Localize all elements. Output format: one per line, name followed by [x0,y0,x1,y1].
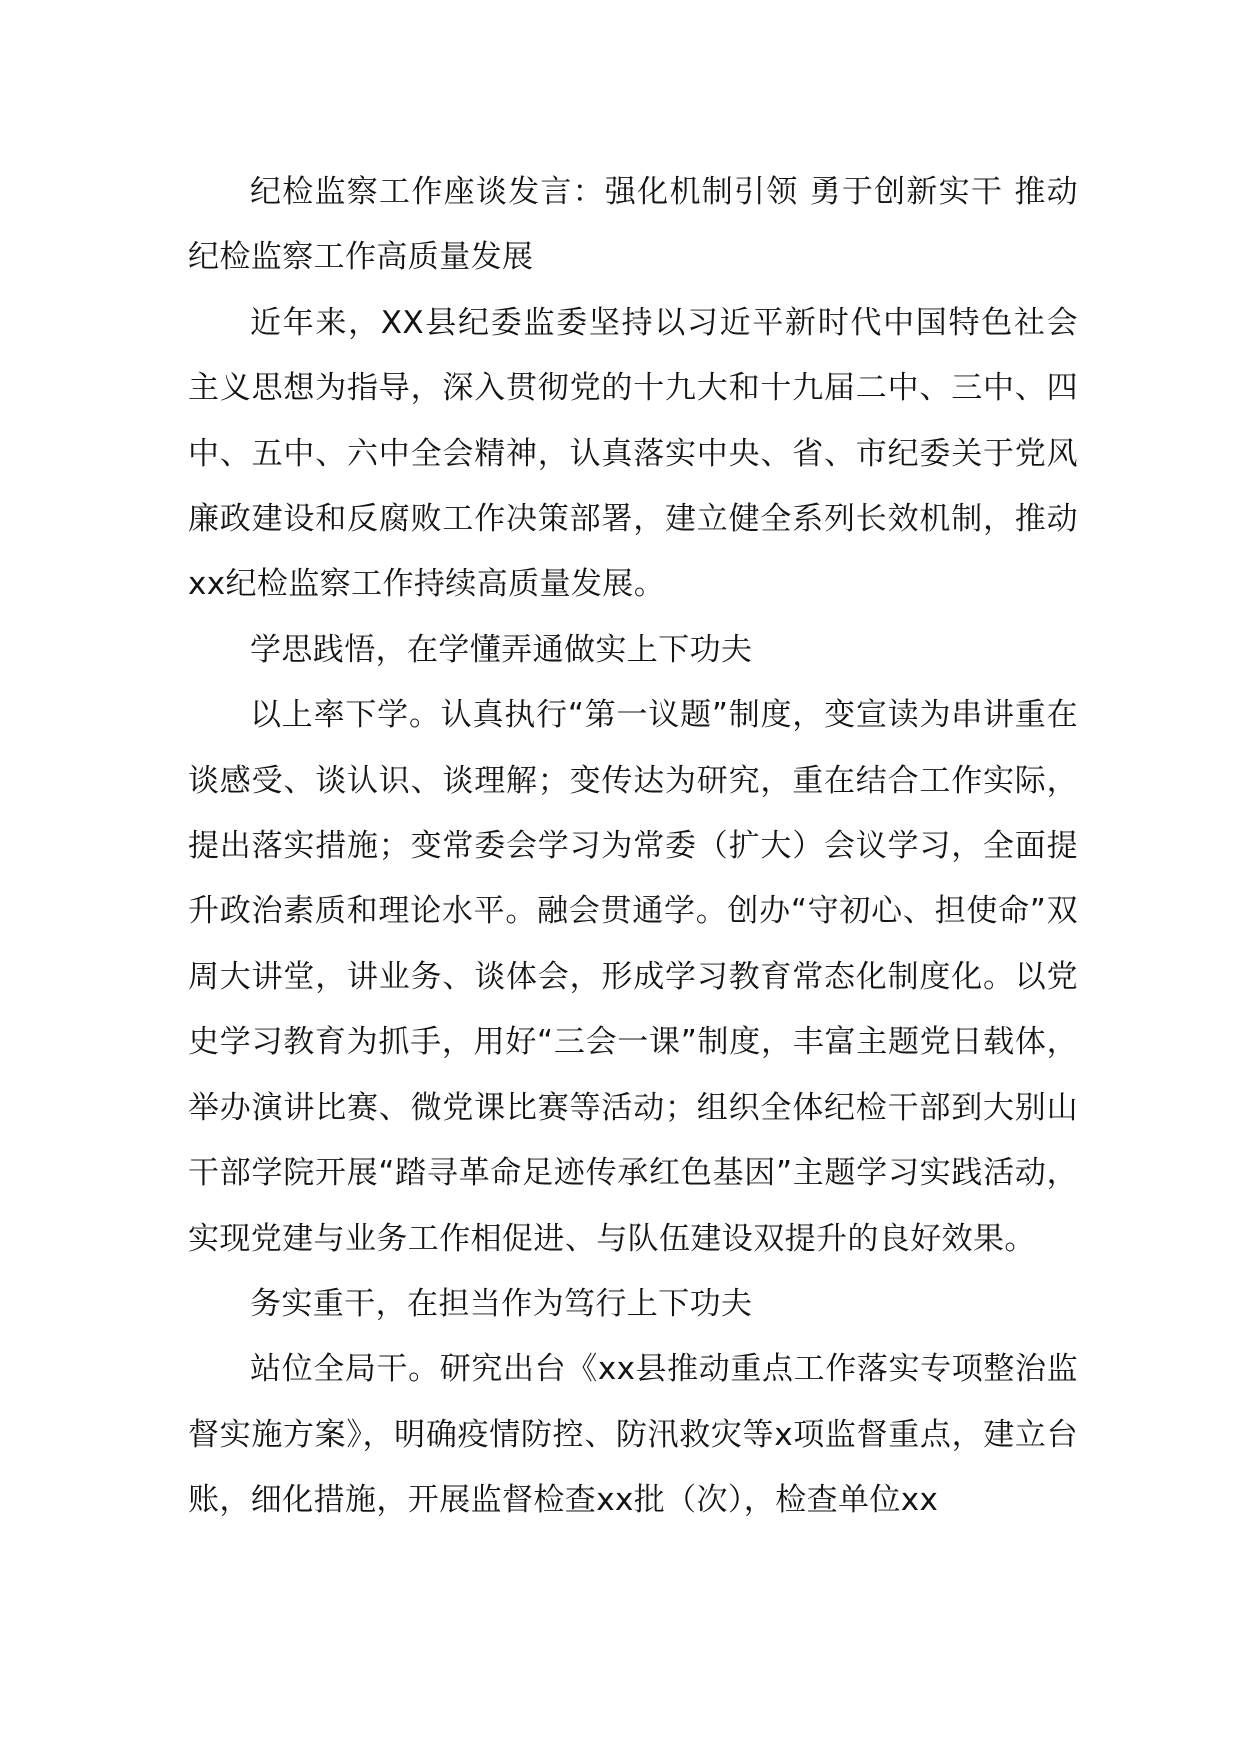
section-heading-practice: 务实重干，在担当作为笃行上下功夫 [250,1285,753,1322]
document-title: 纪检监察工作座谈发言：强化机制引领 勇于创新实干 推动纪检监察工作高质量发展 [188,174,1078,276]
paragraph-intro: 近年来，XX县纪委监委坚持以习近平新时代中国特色社会主义思想为指导，深入贯彻党的十九大和十九届二中、三中、四中、五中、六中全会精神，认真落实中央、省、市纪委关于党风廉政建设和反腐败工作决策部署，建立健全系列长效机制，推动xx纪检监察工作持续高质量发展。 [188,304,1078,603]
paragraph-practice: 站位全局干。研究出台《xx县推动重点工作落实专项整治监督实施方案》，明确疫情防控、防汛救灾等x项监督重点，建立台账，细化措施，开展监督检查xx批（次），检查单位xx [188,1351,1078,1519]
paragraph-study: 以上率下学。认真执行“第一议题”制度，变宣读为串讲重在谈感受、谈认识、谈理解；变传达为研究，重在结合工作实际，提出落实措施；变常委会学习为常委（扩大）会议学习，全面提升政治素质和理论水平。融会贯通学。创办“守初心、担使命”双周大讲堂，讲业务、谈体会，形成学习教育常态化制度化。以党史学习教育为抓手，用好“三会一课”制度，丰富主题党日载体，举办演讲比赛、微党课比赛等活动；组织全体纪检干部到大别山干部学院开展“踏寻革命足迹传承红色基因”主题学习实践活动，实现党建与业务工作相促进、与队伍建设双提升的良好效果。 [188,697,1078,1257]
document-page [188,160,1078,1534]
section-heading-study: 学思践悟，在学懂弄通做实上下功夫 [250,631,753,668]
